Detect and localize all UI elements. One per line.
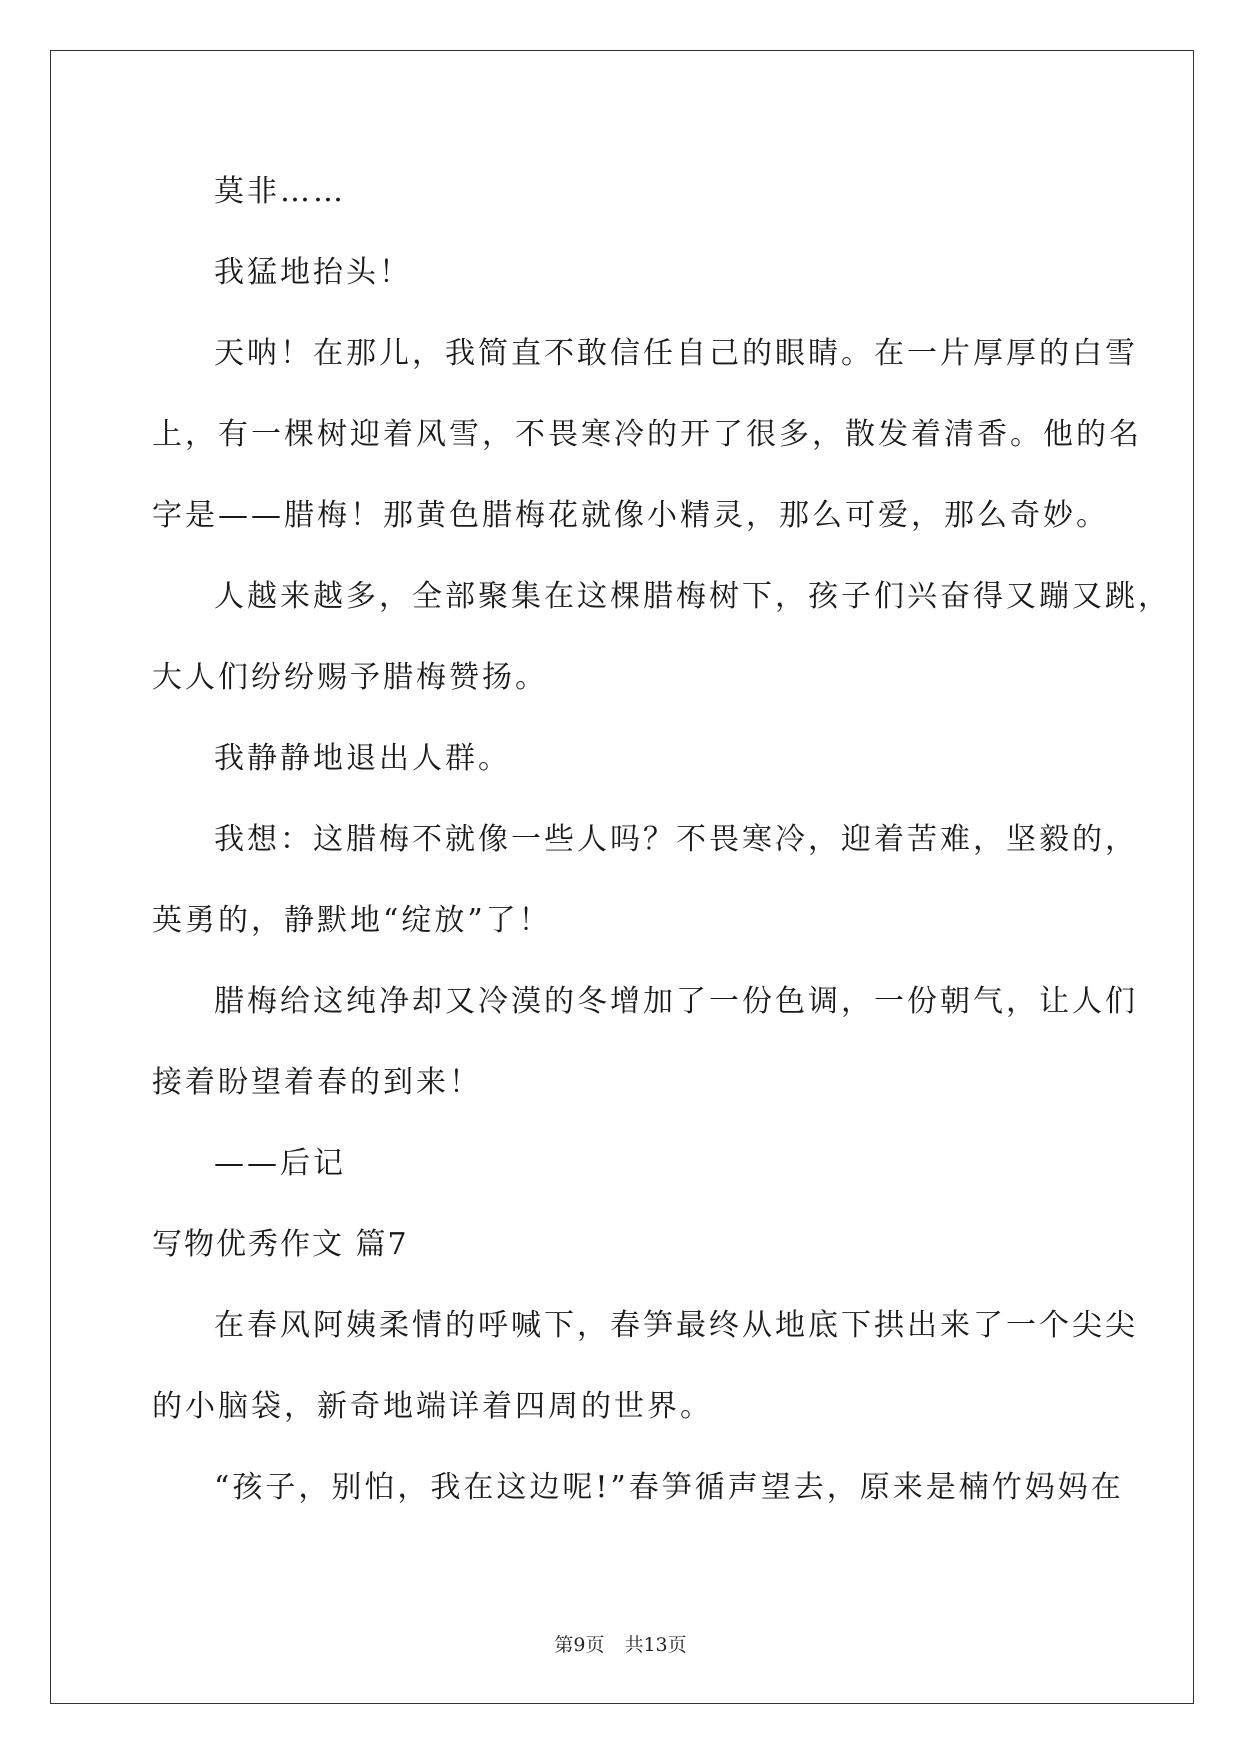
paragraph-line: “孩子，别怕，我在这边呢!”春笋循声望去，原来是楠竹妈妈在 (214, 1470, 1124, 1505)
paragraph-line: 莫非…… (214, 174, 346, 209)
paragraph-line: 接着盼望着春的到来！ (152, 1065, 482, 1100)
section-heading: 写物优秀作文 篇7 (152, 1227, 409, 1262)
page-footer (0, 1630, 1241, 1657)
paragraph-line: 人越来越多，全部聚集在这棵腊梅树下，孩子们兴奋得又蹦又跳， (214, 579, 1171, 614)
document-body (152, 162, 1171, 1539)
page-number: 第9页 (554, 1634, 605, 1656)
page-total: 共13页 (624, 1634, 687, 1656)
afterword-line: ——后记 (214, 1146, 346, 1181)
paragraph-line: 我猛地抬头！ (214, 255, 412, 290)
paragraph-line: 大人们纷纷赐予腊梅赞扬。 (152, 660, 548, 695)
paragraph-line: 英勇的，静默地“绽放”了！ (152, 903, 552, 938)
paragraph-line: 天呐！在那儿，我简直不敢信任自己的眼睛。在一片厚厚的白雪 (214, 336, 1138, 371)
paragraph-line: 我静静地退出人群。 (214, 741, 511, 776)
paragraph-line: 上，有一棵树迎着风雪，不畏寒冷的开了很多，散发着清香。他的名 (152, 417, 1142, 452)
paragraph-line: 的小脑袋，新奇地端详着四周的世界。 (152, 1389, 713, 1424)
paragraph-line: 字是——腊梅！那黄色腊梅花就像小精灵，那么可爱，那么奇妙。 (152, 498, 1109, 533)
paragraph-line: 我想：这腊梅不就像一些人吗？不畏寒冷，迎着苦难，坚毅的， (214, 822, 1138, 857)
paragraph-line: 腊梅给这纯净却又冷漠的冬增加了一份色调，一份朝气，让人们 (214, 984, 1138, 1019)
paragraph-line: 在春风阿姨柔情的呼喊下，春笋最终从地底下拱出来了一个尖尖 (214, 1308, 1138, 1343)
